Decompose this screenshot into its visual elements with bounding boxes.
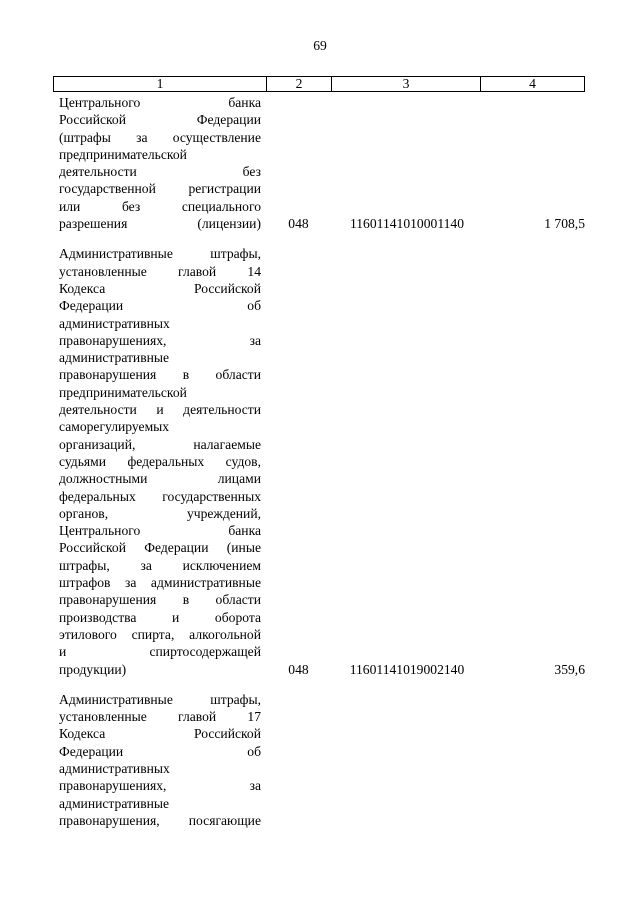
description-line: или без специального	[59, 198, 261, 214]
table-row	[53, 691, 585, 829]
description-line: правонарушениях, за	[59, 332, 261, 348]
header-cell-4: 4	[529, 76, 536, 91]
description-line: этилового спирта, алкогольной	[59, 626, 261, 642]
description-line: деятельности без	[59, 164, 261, 180]
table-body	[53, 94, 585, 829]
description-line: административные	[59, 795, 170, 811]
description-line: административные	[59, 350, 170, 366]
description-line: правонарушениях, за	[59, 778, 261, 794]
description-line: должностными лицами	[59, 471, 261, 487]
description-line: предпринимательской	[59, 146, 187, 162]
description-line: продукции)	[59, 661, 127, 677]
description-line: правонарушения, посягающие	[59, 812, 261, 828]
description-line: Российской Федерации (иные	[59, 540, 261, 556]
description-line: Административные штрафы,	[59, 246, 261, 262]
description-line: административных	[59, 315, 170, 331]
description-line: Российской Федерации	[59, 112, 261, 128]
header-cell-1: 1	[54, 77, 267, 91]
description-line: судьями федеральных судов,	[59, 453, 261, 469]
row-description	[53, 245, 261, 677]
row-amount: 1 708,5	[544, 216, 585, 232]
description-line: федеральных государственных	[59, 488, 261, 504]
row-amount: 359,6	[554, 661, 585, 677]
description-line: штрафов за административные	[59, 575, 261, 591]
description-line: установленные главой 14	[59, 263, 261, 279]
description-line: установленные главой 17	[59, 709, 261, 725]
table-row	[53, 94, 585, 232]
row-admin-code: 048	[288, 216, 309, 232]
description-line: государственной регистрации	[59, 181, 261, 197]
row-description	[53, 691, 261, 829]
header-cell-3: 3	[332, 77, 481, 91]
page-number: 69	[313, 38, 327, 53]
description-line: Центрального банка	[59, 523, 261, 539]
description-line: деятельности и деятельности	[59, 402, 261, 418]
description-line: административных	[59, 760, 170, 776]
description-line: правонарушения в области	[59, 367, 261, 383]
description-line: разрешения (лицензии)	[59, 216, 261, 232]
description-line: Федерации об	[59, 743, 261, 759]
row-kbk-code: 11601141019002140	[349, 661, 465, 677]
description-line: (штрафы за осуществление	[59, 129, 261, 145]
description-line: и спиртосодержащей	[59, 644, 261, 660]
description-line: производства и оборота	[59, 609, 261, 625]
row-kbk-code: 11601141010001140	[349, 216, 465, 232]
table-row	[53, 245, 585, 677]
description-line: организаций, налагаемые	[59, 436, 261, 452]
row-description	[53, 94, 261, 232]
description-line: предпринимательской	[59, 384, 187, 400]
description-line: правонарушения в области	[59, 592, 261, 608]
description-line: саморегулируемых	[59, 419, 170, 435]
description-line: Центрального банка	[59, 95, 261, 110]
description-line: Административные штрафы,	[59, 691, 261, 707]
description-line: Федерации об	[59, 298, 261, 314]
row-admin-code: 048	[288, 661, 309, 677]
description-line: штрафы, за исключением	[59, 557, 261, 573]
header-cell-2: 2	[267, 77, 332, 91]
description-line: органов, учреждений,	[59, 505, 261, 521]
description-line: Кодекса Российской	[59, 726, 261, 742]
description-line: Кодекса Российской	[59, 280, 261, 296]
table-header-row	[53, 76, 585, 92]
